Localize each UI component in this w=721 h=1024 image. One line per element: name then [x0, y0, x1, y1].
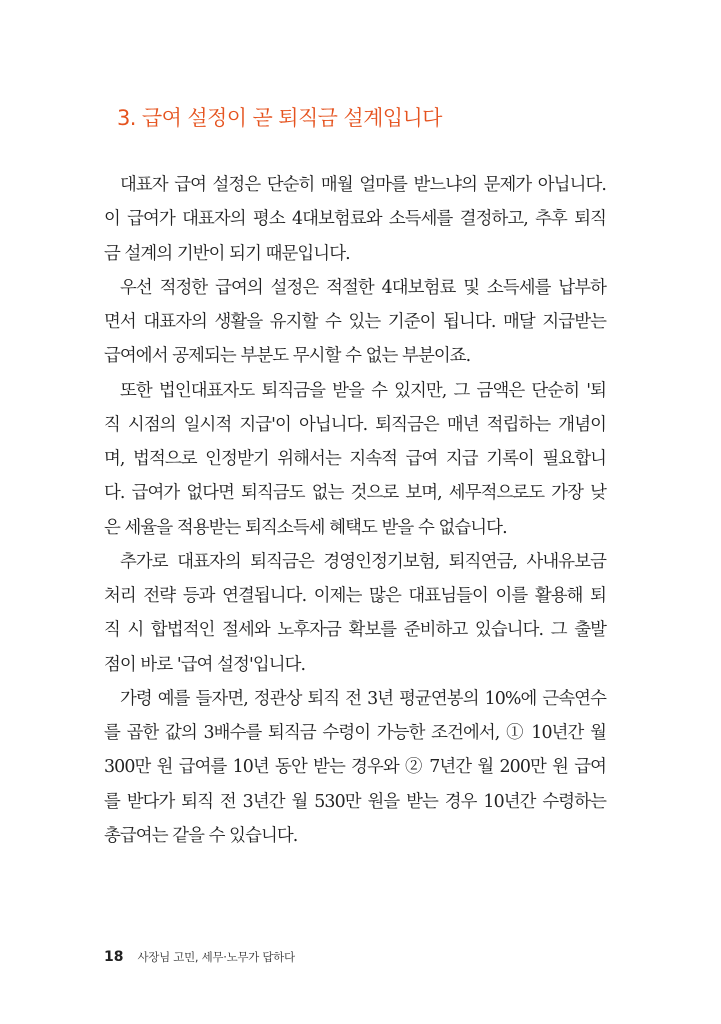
body-line: 를 곱한 값의 3배수를 퇴직금 수령이 가능한 조건에서, ① 10년간 월 — [104, 723, 606, 743]
page-footer — [104, 945, 295, 969]
body-line: 이 급여가 대표자의 평소 4대보험료와 소득세를 결정하고, 추후 퇴직 — [104, 209, 606, 230]
body-line: 금 설계의 기반이 되기 때문입니다. — [104, 243, 350, 264]
book-title: 사장님 고민, 세무·노무가 답하다 — [137, 950, 295, 964]
body-line: 직 시 합법적인 절세와 노후자금 확보를 준비하고 있습니다. 그 출발 — [104, 620, 606, 641]
page-number: 18 — [104, 949, 124, 965]
body-line: 다. 급여가 없다면 퇴직금도 없는 것으로 보며, 세무적으로도 가장 낮 — [104, 483, 606, 504]
body-line: 를 받다가 퇴직 전 3년간 월 530만 원을 받는 경우 10년간 수령하는 — [104, 791, 606, 812]
body-line: 또한 법인대표자도 퇴직금을 받을 수 있지만, 그 금액은 단순히 '퇴 — [120, 380, 606, 401]
body-line: 며, 법적으로 인정받기 위해서는 지속적 급여 지급 기록이 필요합니 — [104, 449, 606, 469]
body-line: 총급여는 같을 수 있습니다. — [104, 825, 298, 846]
body-line: 대표자 급여 설정은 단순히 매월 얼마를 받느냐의 문제가 아닙니다. — [120, 175, 606, 195]
body-line: 우선 적정한 급여의 설정은 적절한 4대보험료 및 소득세를 납부하 — [120, 277, 606, 298]
section-heading: 3. 급여 설정이 곧 퇴직금 설계입니다 — [117, 106, 442, 130]
body-text — [104, 168, 606, 853]
body-line: 직 시점의 일시적 지급'이 아닙니다. 퇴직금은 매년 적립하는 개념이 — [104, 414, 606, 435]
body-line: 추가로 대표자의 퇴직금은 경영인정기보험, 퇴직연금, 사내유보금 — [120, 551, 606, 572]
body-line: 은 세율을 적용받는 퇴직소득세 혜택도 받을 수 없습니다. — [104, 517, 507, 538]
body-line: 처리 전략 등과 연결됩니다. 이제는 많은 대표님들이 이를 활용해 퇴 — [104, 586, 606, 606]
body-line: 급여에서 공제되는 부분도 무시할 수 없는 부분이죠. — [104, 346, 471, 367]
body-line: 300만 원 급여를 10년 동안 받는 경우와 ② 7년간 월 200만 원 급여 — [104, 757, 606, 778]
body-line: 점이 바로 '급여 설정'입니다. — [104, 654, 306, 675]
body-line: 가령 예를 들자면, 정관상 퇴직 전 3년 평균연봉의 10%에 근속연수 — [120, 688, 606, 709]
body-line: 면서 대표자의 생활을 유지할 수 있는 기준이 됩니다. 매달 지급받는 — [104, 312, 606, 332]
